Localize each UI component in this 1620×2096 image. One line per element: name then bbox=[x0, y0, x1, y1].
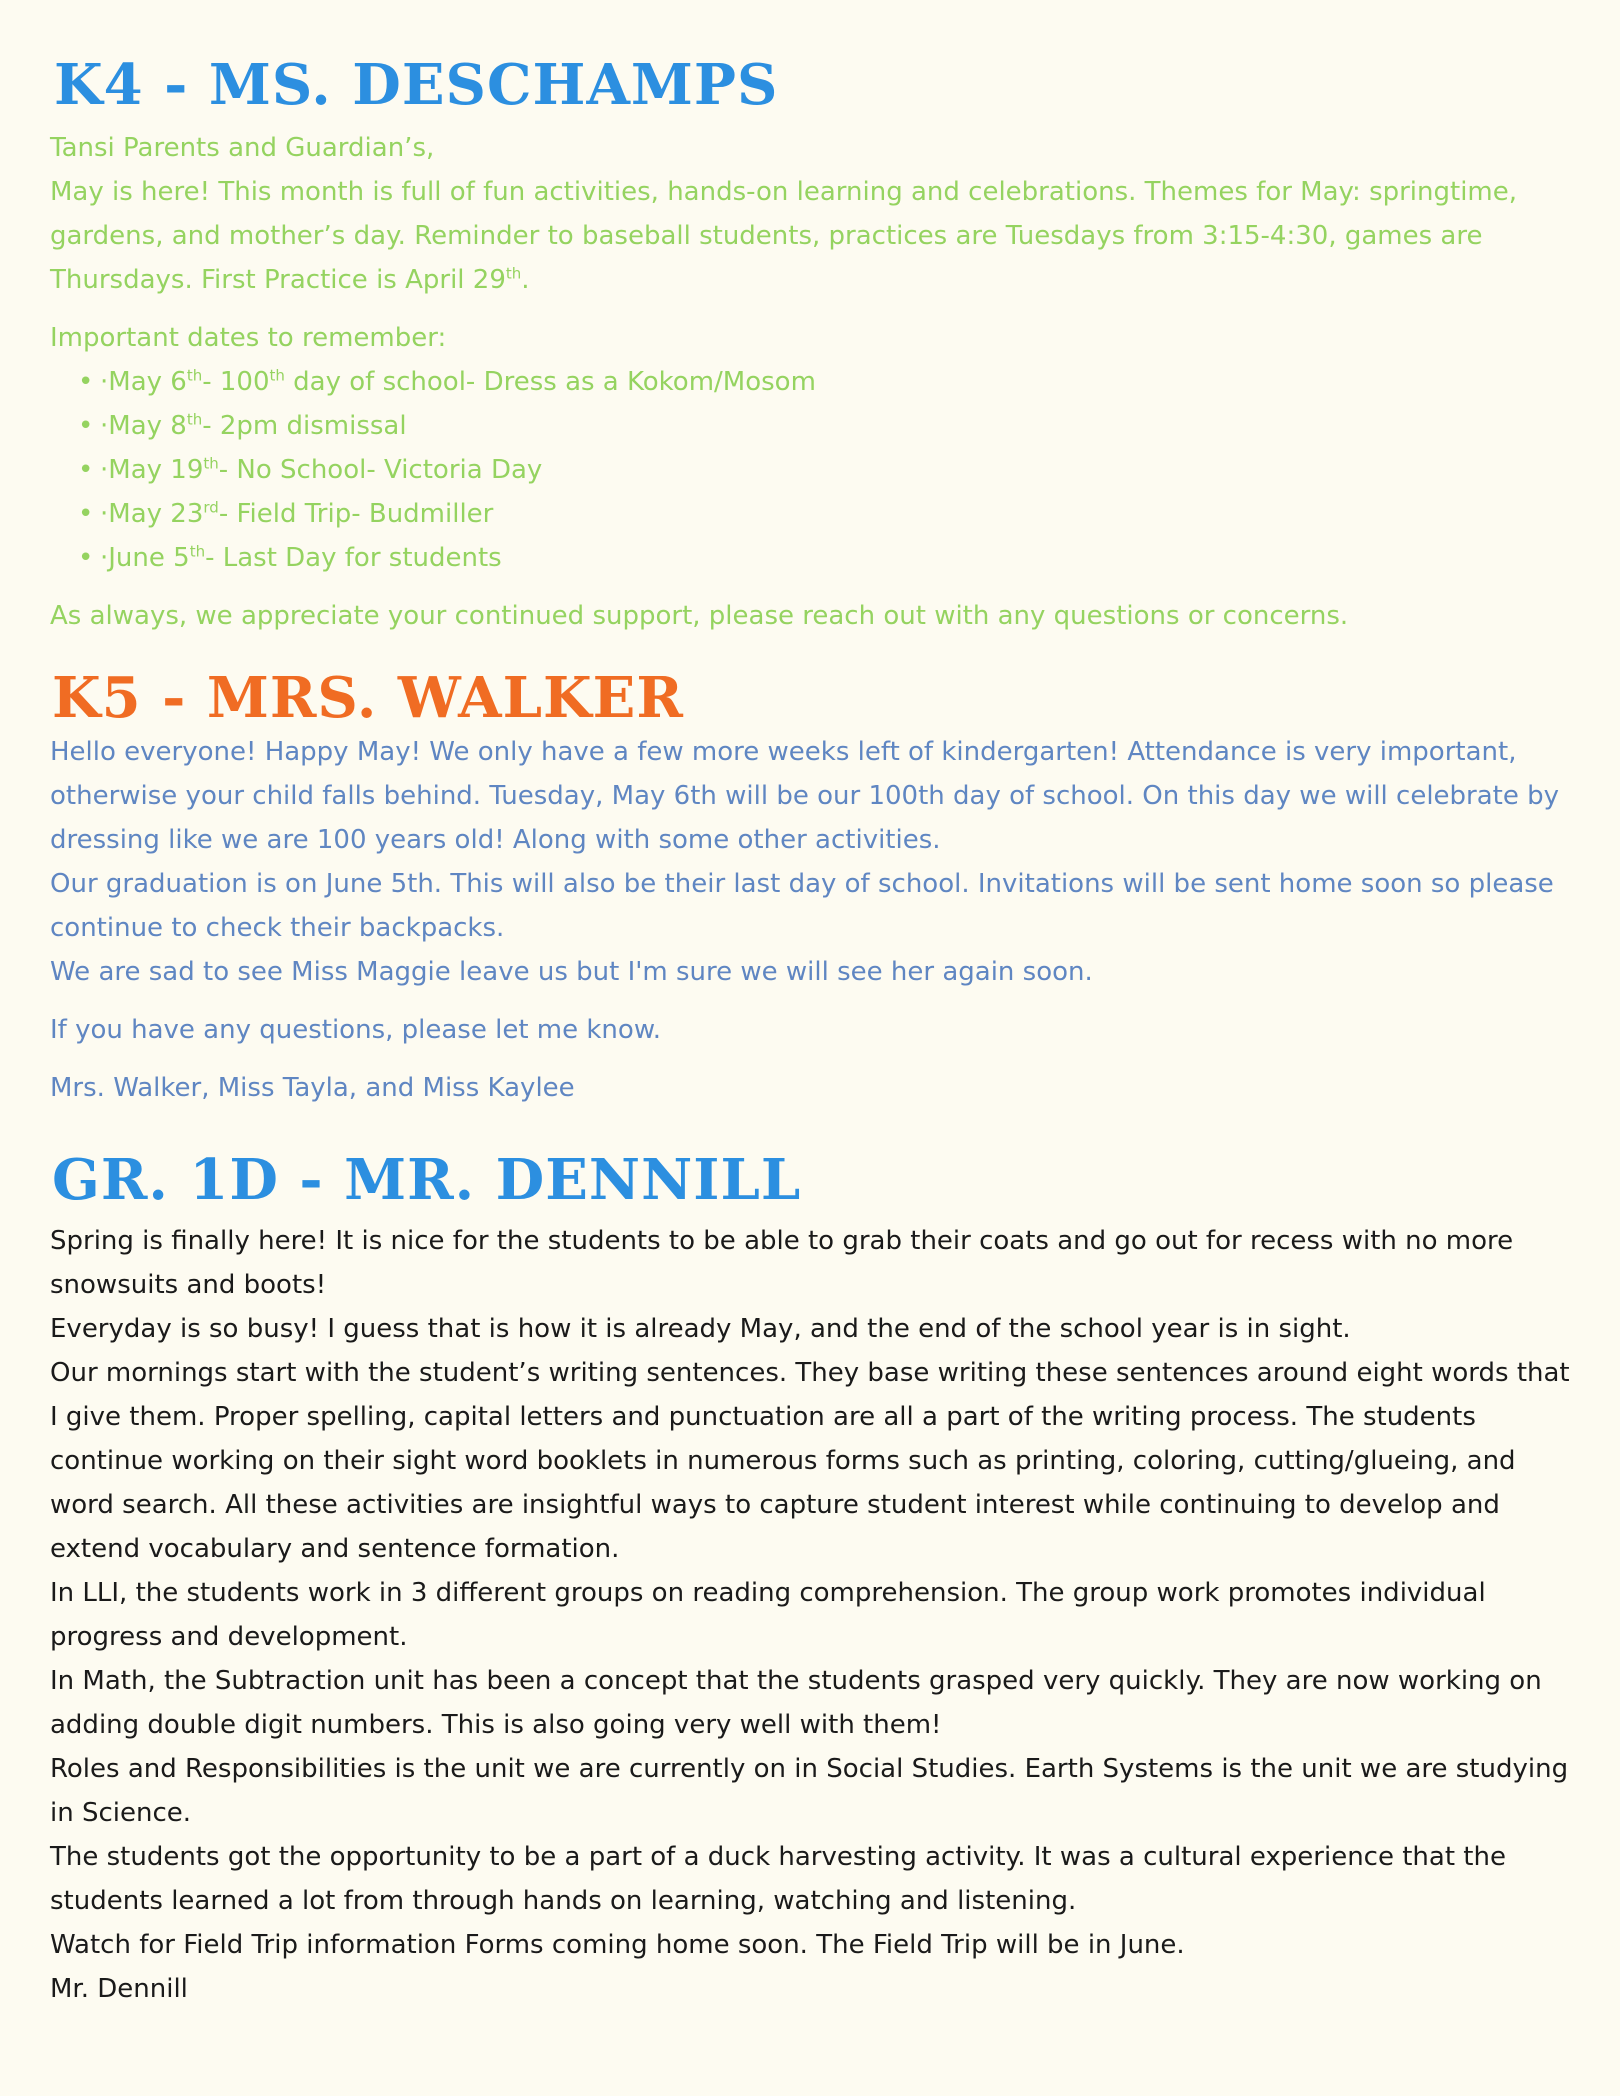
k5-paragraph-4: If you have any questions, please let me know. bbox=[50, 1015, 661, 1045]
k4-intro: May is here! This month is full of fun activities, hands-on learning and celebrations. Themes for May: springtime, gardens, and mother’s day. Reminder to baseball students, practices are Tuesdays from 3:15-4:30, games are Thursdays. First Practice is April 29th. bbox=[50, 177, 1518, 295]
k4-date-item: • ·May 19th- No School- Victoria Day bbox=[100, 448, 1580, 492]
gr1-paragraph-2: Everyday is so busy! I guess that is how it is already May, and the end of the school year is in sight. bbox=[50, 1314, 1351, 1344]
k4-date-item: • ·May 8th- 2pm dismissal bbox=[100, 404, 1580, 448]
k5-body bbox=[50, 730, 1580, 1110]
k5-paragraph-1: Hello everyone! Happy May! We only have a few more weeks left of kindergarten! Attendance is very important, otherwise your child falls behind. Tuesday, May 6th will be our 100th day of school. On this day we will celebrate by dressing like we are 100 years old! Along with some other activities. bbox=[50, 737, 1560, 855]
k4-date-item: • ·May 23rd- Field Trip- Budmiller bbox=[100, 492, 1580, 536]
gr1-heading: GR. 1D - MR. DENNILL bbox=[52, 1147, 802, 1213]
k4-closing: As always, we appreciate your continued support, please reach out with any questions or concerns. bbox=[50, 601, 1349, 631]
k4-dates-title: Important dates to remember: bbox=[50, 323, 447, 353]
k5-paragraph-2: Our graduation is on June 5th. This will also be their last day of school. Invitations will be sent home soon so please continue to check their backpacks. bbox=[50, 869, 1554, 943]
gr1-paragraph-1: Spring is finally here! It is nice for the students to be able to grab their coats and go out for recess with no more snowsuits and boots! bbox=[50, 1226, 1514, 1300]
k4-dates-list bbox=[50, 360, 1580, 580]
gr1-paragraph-7: The students got the opportunity to be a part of a duck harvesting activity. It was a cultural experience that the students learned a lot from through hands on learning, watching and listening. bbox=[50, 1842, 1506, 1916]
gr1-body bbox=[50, 1219, 1580, 2011]
gr1-paragraph-3: Our mornings start with the student’s writing sentences. They base writing these sentences around eight words that I give them. Proper spelling, capital letters and punctuation are all a part of the writing process. The students continue working on their sight word booklets in numerous forms such as printing, coloring, cutting/glueing, and word search. All these activities are insightful ways to capture student interest while continuing to develop and extend vocabulary and sentence formation. bbox=[50, 1358, 1570, 1564]
k4-greeting: Tansi Parents and Guardian’s, bbox=[50, 133, 435, 163]
k4-body bbox=[50, 126, 1580, 638]
gr1-signature: Mr. Dennill bbox=[50, 1974, 188, 2004]
gr1-paragraph-5: In Math, the Subtraction unit has been a concept that the students grasped very quickly. They are now working on adding double digit numbers. This is also going very well with them! bbox=[50, 1666, 1542, 1740]
gr1-paragraph-4: In LLI, the students work in 3 different groups on reading comprehension. The group work promotes individual progress and development. bbox=[50, 1578, 1486, 1652]
k5-paragraph-3: We are sad to see Miss Maggie leave us but I'm sure we will see her again soon. bbox=[50, 957, 1093, 987]
k5-heading: K5 - MRS. WALKER bbox=[52, 665, 684, 731]
gr1-paragraph-6: Roles and Responsibilities is the unit we are currently on in Social Studies. Earth Systems is the unit we are studying in Science. bbox=[50, 1754, 1569, 1828]
k5-signature: Mrs. Walker, Miss Tayla, and Miss Kaylee bbox=[50, 1073, 575, 1103]
gr1-paragraph-8: Watch for Field Trip information Forms coming home soon. The Field Trip will be in June. bbox=[50, 1930, 1185, 1960]
k4-date-item: • ·May 6th- 100th day of school- Dress as a Kokom/Mosom bbox=[100, 360, 1580, 404]
k4-date-item: • ·June 5th- Last Day for students bbox=[100, 536, 1580, 580]
k4-heading: K4 - MS. DESCHAMPS bbox=[54, 52, 779, 118]
